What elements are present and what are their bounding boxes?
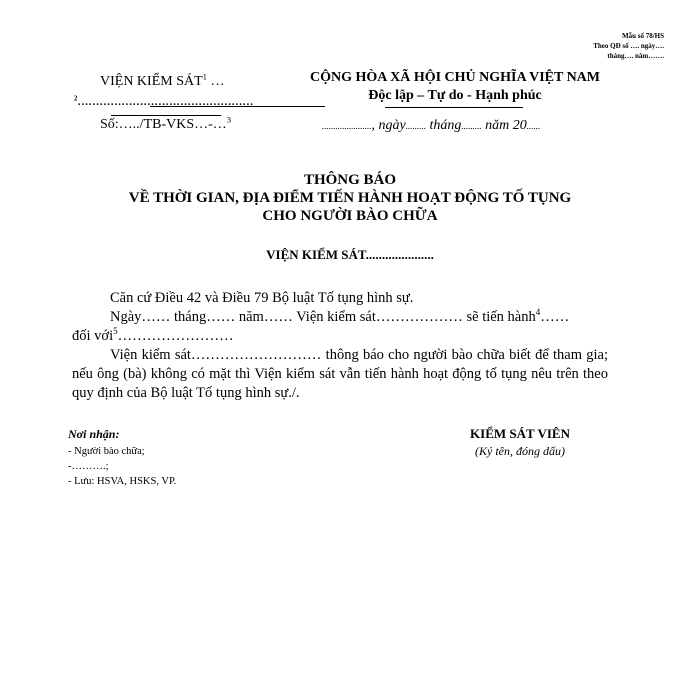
continuation-text: đối với bbox=[72, 328, 114, 344]
signature-title: KIỂM SÁT VIÊN bbox=[470, 426, 570, 441]
document-body bbox=[72, 289, 608, 403]
signature-note: (Ký tên, đóng dấu) bbox=[475, 444, 565, 458]
agency-dots: … bbox=[207, 74, 225, 89]
month-dots: ......... bbox=[461, 121, 482, 131]
notice-paragraph: Viện kiểm sát……………………… thông báo cho người bào chữa biết để tham gia; nếu ông (bà) không có mặt thì Viện kiểm sát vẫn tiến hành hoạt động tố tụng nêu trên theo quy định của Bộ luật Tố tụng hình sự./. bbox=[72, 347, 608, 401]
activity-paragraph bbox=[72, 308, 608, 327]
recipient-item: - Người bào chữa; bbox=[68, 446, 145, 457]
place-dots: ...................... bbox=[322, 121, 372, 131]
issuer-heading bbox=[100, 247, 600, 263]
document-number bbox=[100, 114, 232, 133]
form-reference-line: Theo QĐ số …. ngày…. bbox=[593, 42, 664, 50]
agency-footnote: 1 bbox=[202, 71, 207, 82]
recipients-title: Nơi nhận: bbox=[68, 427, 120, 441]
day-label: , ngày bbox=[371, 118, 406, 133]
document-title: THÔNG BÁO bbox=[303, 172, 397, 188]
form-date-line: tháng…. năm……. bbox=[607, 52, 664, 60]
activity-text: Ngày…… tháng…… năm…… Viện kiểm sát……………… sẽ tiến hành bbox=[110, 309, 536, 325]
subagency-dots: ………………………………………… bbox=[77, 96, 254, 108]
issuer-dots: ..................... bbox=[365, 247, 434, 262]
form-number bbox=[514, 31, 664, 61]
day-dots: ......... bbox=[405, 121, 426, 131]
activity-footnote: 4 bbox=[535, 307, 541, 318]
national-motto: Độc lập – Tự do - Hạnh phúc bbox=[368, 88, 542, 103]
document-number-text: Số:…../TB-VKS…-… bbox=[100, 117, 227, 132]
subagency-footnote: 2 bbox=[74, 95, 78, 103]
year-dots: ...... bbox=[526, 121, 541, 131]
place-date-line bbox=[322, 118, 540, 134]
month-label: tháng bbox=[425, 118, 462, 133]
activity-tail: …… bbox=[540, 309, 570, 325]
legal-basis-paragraph: Căn cứ Điều 42 và Điều 79 Bộ luật Tố tụng hình sự. bbox=[110, 290, 414, 306]
continuation-dots: …………………… bbox=[117, 328, 234, 344]
activity-continuation bbox=[72, 327, 608, 346]
issuer-label: VIỆN KIỂM SÁT bbox=[266, 247, 366, 262]
national-heading: CỘNG HÒA XÃ HỘI CHỦ NGHĨA VIỆT NAM bbox=[309, 70, 600, 85]
recipient-item: - Lưu: HSVA, HSKS, VP. bbox=[68, 476, 177, 487]
agency-underline bbox=[150, 106, 325, 107]
continuation-footnote: 5 bbox=[113, 326, 118, 337]
docno-overline bbox=[111, 115, 221, 116]
motto-underline bbox=[385, 107, 523, 108]
form-number-line: Mẫu số 78/HS bbox=[621, 32, 664, 40]
agency-prefix: VIỆN KIỂM SÁT bbox=[100, 74, 203, 89]
agency-name bbox=[100, 71, 225, 90]
document-number-footnote: 3 bbox=[226, 114, 232, 125]
year-label: năm 20 bbox=[481, 118, 527, 133]
recipient-item: -……….; bbox=[68, 461, 109, 472]
document-subtitle-line1: VỀ THỜI GIAN, ĐỊA ĐIỂM TIẾN HÀNH HOẠT ĐỘNG TỐ TỤNG bbox=[128, 190, 572, 206]
document-subtitle-line2: CHO NGƯỜI BÀO CHỮA bbox=[262, 208, 438, 224]
